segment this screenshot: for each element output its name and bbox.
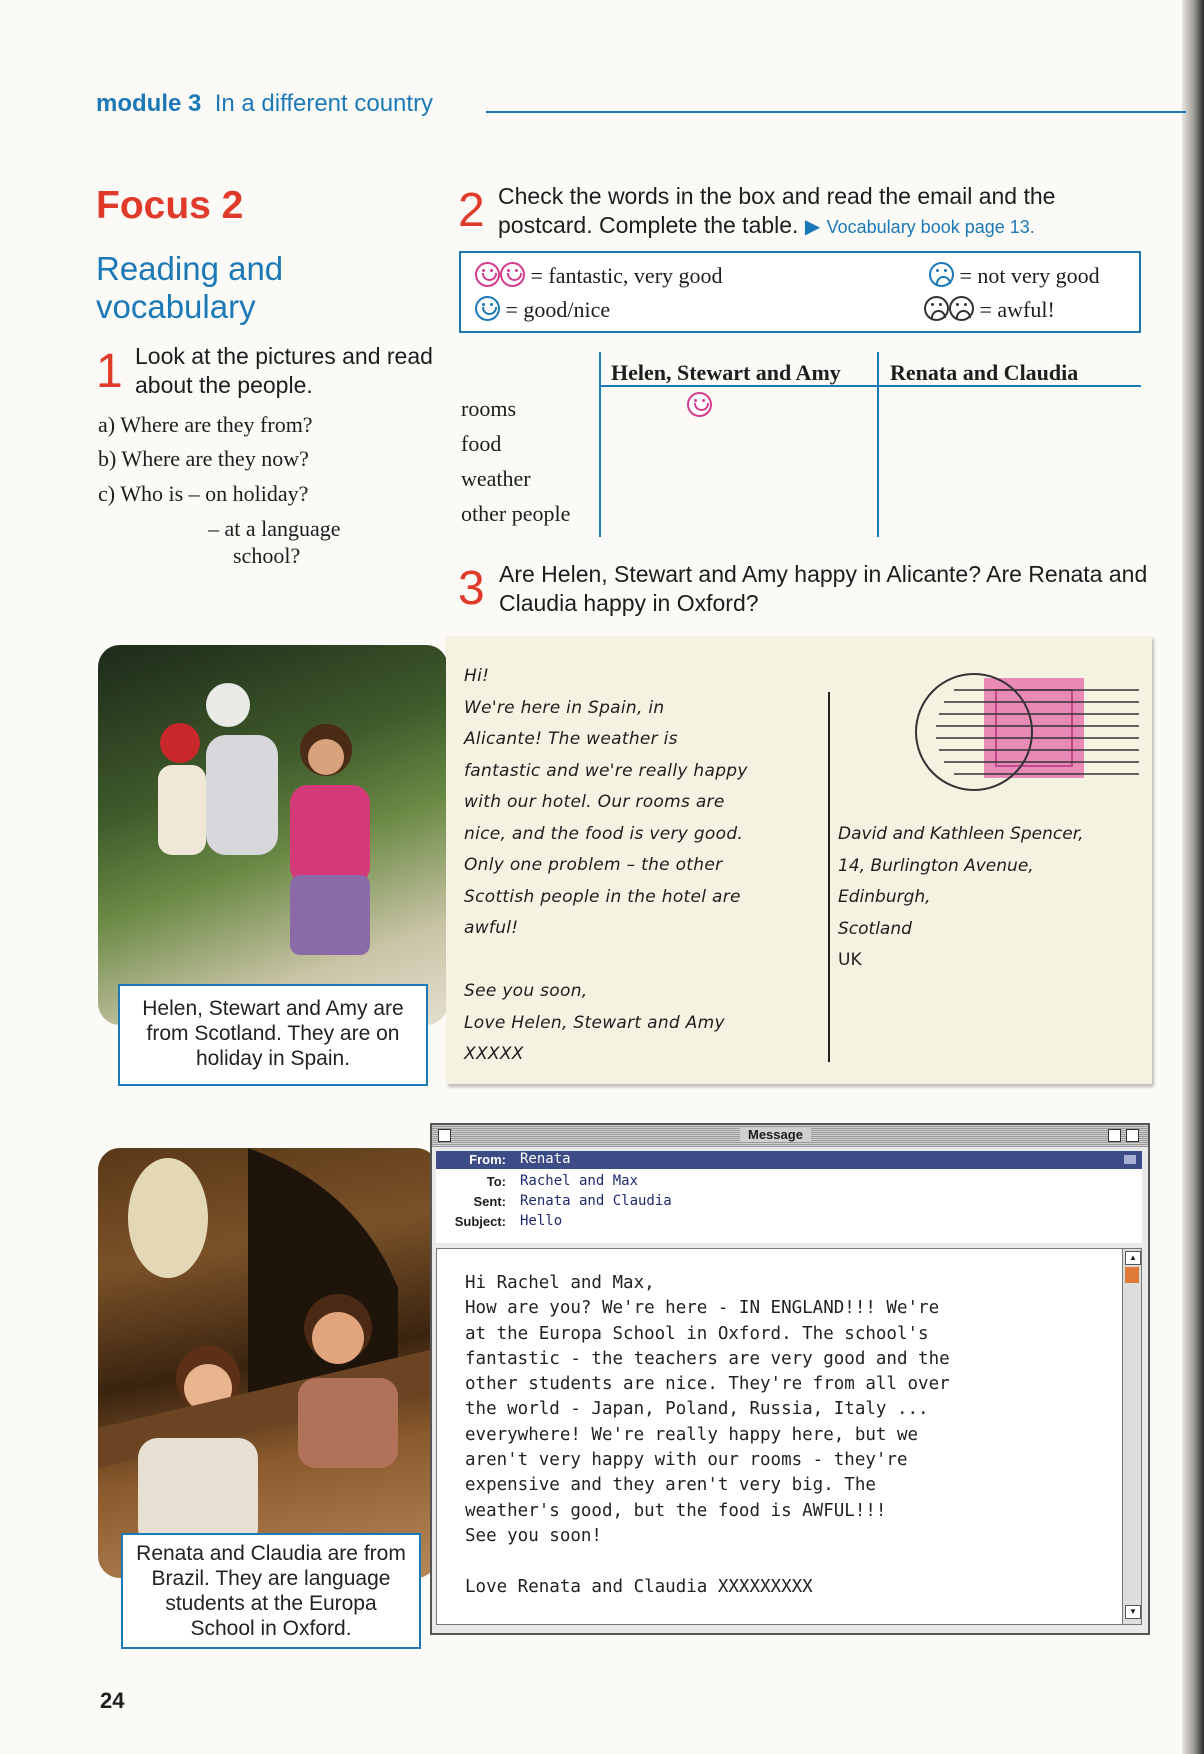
focus-subtitle: Reading and vocabulary [96,250,284,325]
email-body-pane[interactable] [436,1248,1124,1625]
family-photo-caption [118,984,428,1086]
postcard-line: nice, and the food is very good. [464,823,744,844]
postcard-divider [828,692,830,1062]
sad-face-icon [949,296,974,321]
table-row-label: other people [461,501,571,526]
header-rule [486,111,1186,113]
happy-face-icon [475,262,500,287]
email-body-text: Hi Rachel and Max, How are you? We're here - IN ENGLAND!!! We're at the Europa School in Oxford. The school's fantastic - the teachers are very good and the other students are nice. They're from all over the world - Japan, Poland, Russia, Italy ... everywhere! We're really happy here, but we aren't very happy with our rooms - they're expensive and they aren't very big. The weather's good, but the food is AWFUL!!! See you soon! Love Renata and Claudia XXXXXXXXX [465,1273,950,1597]
email-window [430,1123,1150,1635]
address-line: UK [838,950,862,970]
exercise-1-instruction: Look at the pictures and read about the people. [135,343,433,398]
scroll-thumb[interactable] [1125,1267,1139,1283]
smiley-legend-box [459,251,1141,333]
table-header-helen: Helen, Stewart and Amy [611,360,841,385]
exercise-3-number: 3 [458,562,485,615]
legend-not-good-label: = not very good [959,263,1100,288]
postcard-line: Alicante! The weather is [464,729,678,749]
sad-face-icon [924,296,949,321]
postcard-address [838,819,1148,977]
address-line: Edinburgh, [838,887,931,907]
question-c-3: school? [233,543,301,568]
subject-label: Subject: [454,1214,506,1229]
exercise-2-text: Check the words in the box and read the email and the postcard. Complete the table. [498,183,1056,238]
postcard-line: with our hotel. Our rooms are [464,792,725,812]
from-label: From: [469,1152,506,1167]
close-box-icon[interactable] [438,1129,451,1142]
table-row-label: rooms [461,396,516,421]
zoom-box-icon[interactable] [1108,1129,1121,1142]
legend-good-label: = good/nice [505,297,611,322]
postcard-line: Scottish people in the hotel are [464,886,741,907]
scroll-down-icon[interactable]: ▼ [1125,1605,1141,1619]
legend-awful [924,296,1055,323]
vertical-scrollbar[interactable] [1122,1248,1142,1625]
postcard [446,636,1152,1084]
to-value: Rachel and Max [520,1173,639,1189]
legend-very-good-label: = fantastic, very good [530,263,723,288]
exercise-3-instruction: Are Helen, Stewart and Amy happy in Alicante? Are Renata and Claudia happy in Oxford? [499,561,1148,616]
play-arrow-icon: ▶ [804,216,821,238]
students-photo-caption [121,1533,421,1649]
postcard-line: Hi! [464,666,490,686]
legend-not-good [929,262,1100,289]
students-photo [98,1148,438,1578]
happy-face-icon [687,392,712,417]
sent-label: Sent: [473,1194,506,1209]
to-label: To: [486,1174,506,1189]
family-photo-caption-text: Helen, Stewart and Amy are from Scotland. They are on holiday in Spain. [142,997,404,1070]
scroll-up-icon[interactable]: ▲ [1125,1251,1141,1265]
address-line: Scotland [838,918,912,939]
happy-face-icon [500,262,525,287]
vocabulary-reference-link[interactable]: Vocabulary book page 13. [826,217,1035,237]
legend-awful-label: = awful! [979,297,1055,322]
vocabulary-table [459,352,1141,537]
legend-very-good [475,262,723,289]
question-b: b) Where are they now? [98,446,309,471]
postcard-line [464,945,804,977]
window-title: Message [740,1127,811,1142]
module-number: module 3 [96,90,202,117]
page-binding-edge [1182,0,1204,1754]
question-a: a) Where are they from? [98,412,313,437]
address-line: David and Kathleen Spencer, [838,824,1084,844]
sent-value: Renata and Claudia [520,1193,672,1209]
collapse-box-icon[interactable] [1126,1129,1139,1142]
module-header [96,90,433,118]
address-line: 14, Burlington Avenue, [838,855,1034,876]
postcard-line: fantastic and we're really happy [464,760,748,781]
question-c-2: – at a language [208,516,341,541]
table-row-label: weather [461,466,531,491]
table-header-renata: Renata and Claudia [890,360,1079,385]
table-divider [877,352,879,537]
sad-face-icon [929,262,954,287]
students-photo-caption-text: Renata and Claudia are from Brazil. They are language students at the Europa School in Oxford. [136,1542,406,1640]
legend-good [475,296,610,323]
email-header [436,1151,1142,1243]
table-row-label: food [461,431,502,456]
envelope-icon [1124,1155,1136,1164]
focus-title: Focus 2 [96,184,244,227]
postcard-line: See you soon, [464,981,588,1001]
family-photo [98,645,448,1025]
page-number: 24 [100,1688,125,1713]
from-row [436,1151,1142,1169]
happy-face-icon [475,296,500,321]
table-divider [599,352,601,537]
postcard-line: Only one problem – the other [464,855,723,875]
exercise-1-number: 1 [96,345,123,398]
postcard-line: We're here in Spain, in [464,697,665,718]
exercise-2-instruction [498,182,1098,242]
window-titlebar[interactable] [432,1125,1148,1147]
postcard-line: awful! [464,918,519,938]
module-title: In a different country [214,90,434,117]
subject-value: Hello [520,1213,563,1229]
question-c: c) Who is – on holiday? [98,481,309,506]
postcard-line: XXXXX [464,1044,524,1064]
postage-stamp [914,670,1144,800]
postcard-line: Love Helen, Stewart and Amy [464,1012,725,1033]
from-value: Renata [520,1151,571,1167]
postcard-message [464,661,804,1071]
exercise-2-number: 2 [458,184,485,237]
